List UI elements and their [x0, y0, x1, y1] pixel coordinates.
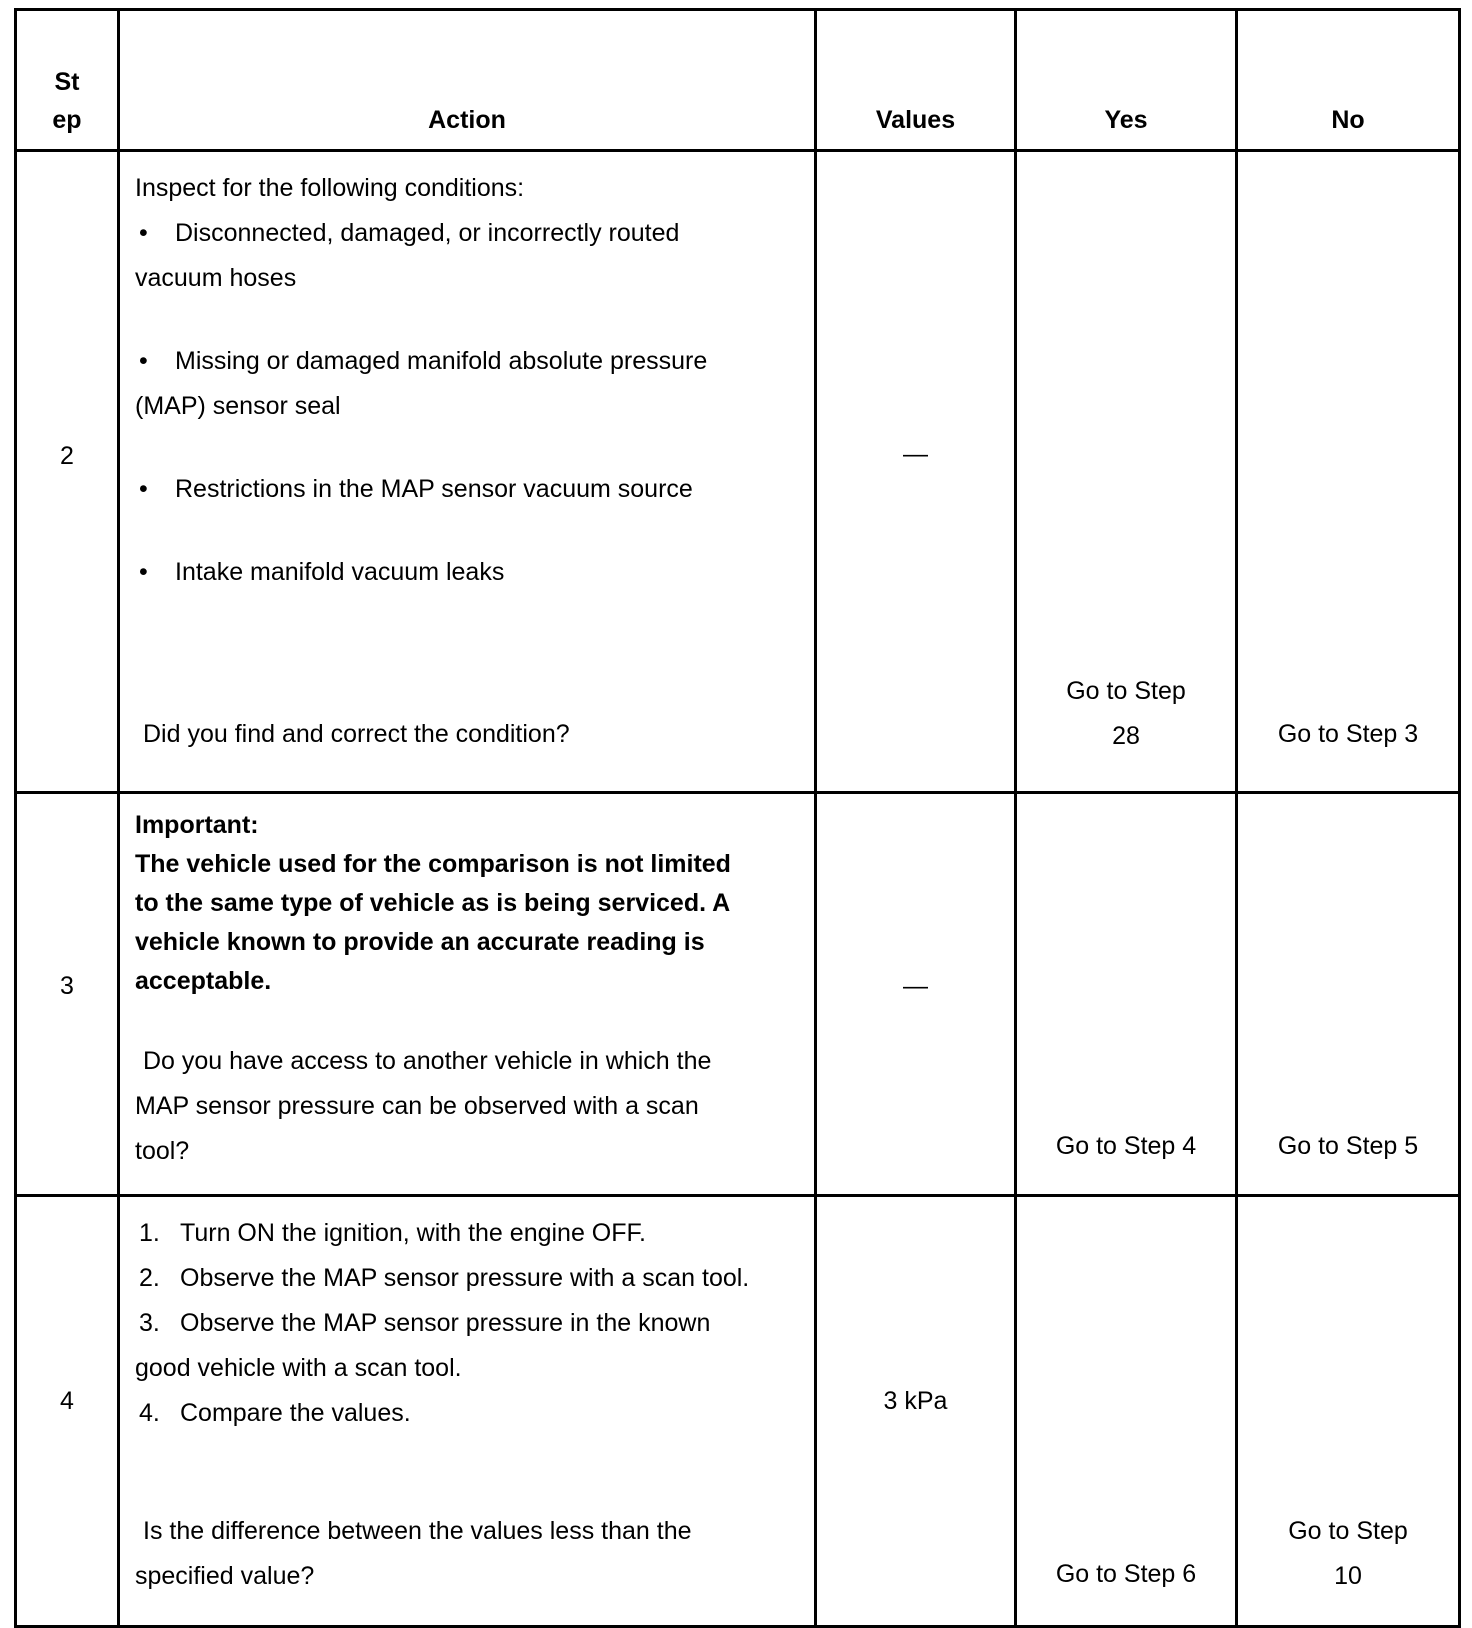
values-cell: —	[816, 793, 1016, 1196]
header-yes: Yes	[1016, 10, 1237, 151]
list-item: 4. Compare the values.	[139, 1399, 411, 1427]
action-cell	[119, 793, 816, 1196]
action-cell	[119, 1196, 816, 1627]
header-no: No	[1237, 10, 1460, 151]
action-text: Inspect for the following conditions: • Disconnected, damaged, or incorrectly routed vacuum hoses • Missing or damaged manifold absolute pressure (MAP) sensor seal • Restrictions in the MAP sensor vacuum source • Intake manifold vacuum leaks	[135, 166, 764, 595]
list-item: 3. Observe the MAP sensor pressure in the known good vehicle with a scan tool.	[135, 1309, 711, 1382]
action-steps	[135, 1211, 759, 1436]
table-row	[16, 793, 1460, 1196]
list-item: 2. Observe the MAP sensor pressure with a scan tool.	[139, 1264, 750, 1292]
no-cell: Go to Step 5	[1237, 793, 1460, 1196]
header-step: St ep	[16, 10, 119, 151]
diagnostic-table	[14, 8, 1461, 1628]
no-cell: Go to Step 3	[1237, 151, 1460, 793]
step-cell: 3	[16, 793, 119, 1196]
question-text: Is the difference between the values less than the specified value?	[135, 1517, 692, 1590]
list-item: • Restrictions in the MAP sensor vacuum source	[139, 475, 693, 503]
header-row	[16, 10, 1460, 151]
action-cell	[119, 151, 816, 793]
yes-cell: Go to Step 6	[1016, 1196, 1237, 1627]
header-values: Values	[816, 10, 1016, 151]
question-text: Did you find and correct the condition?	[143, 720, 570, 748]
yes-cell: Go to Step 4	[1016, 793, 1237, 1196]
no-cell: Go to Step 10	[1237, 1196, 1460, 1627]
step-cell: 2	[16, 151, 119, 793]
list-item: • Intake manifold vacuum leaks	[139, 558, 505, 586]
table-row	[16, 1196, 1460, 1627]
values-cell: 3 kPa	[816, 1196, 1016, 1627]
question-text: Do you have access to another vehicle in which the MAP sensor pressure can be observed with a scan tool?	[135, 1047, 712, 1165]
list-item: • Missing or damaged manifold absolute pressure (MAP) sensor seal	[135, 347, 708, 420]
table-row	[16, 151, 1460, 793]
list-item: 1. Turn ON the ignition, with the engine OFF.	[139, 1219, 646, 1247]
list-item: • Disconnected, damaged, or incorrectly routed vacuum hoses	[135, 219, 680, 292]
header-action: Action	[119, 10, 816, 151]
step-cell: 4	[16, 1196, 119, 1627]
values-cell: —	[816, 151, 1016, 793]
important-note: Important: The vehicle used for the comparison is not limited to the same type of vehicle as is being serviced. A vehicle known to provide an accurate reading is acceptable.	[135, 811, 731, 995]
yes-cell: Go to Step 28	[1016, 151, 1237, 793]
